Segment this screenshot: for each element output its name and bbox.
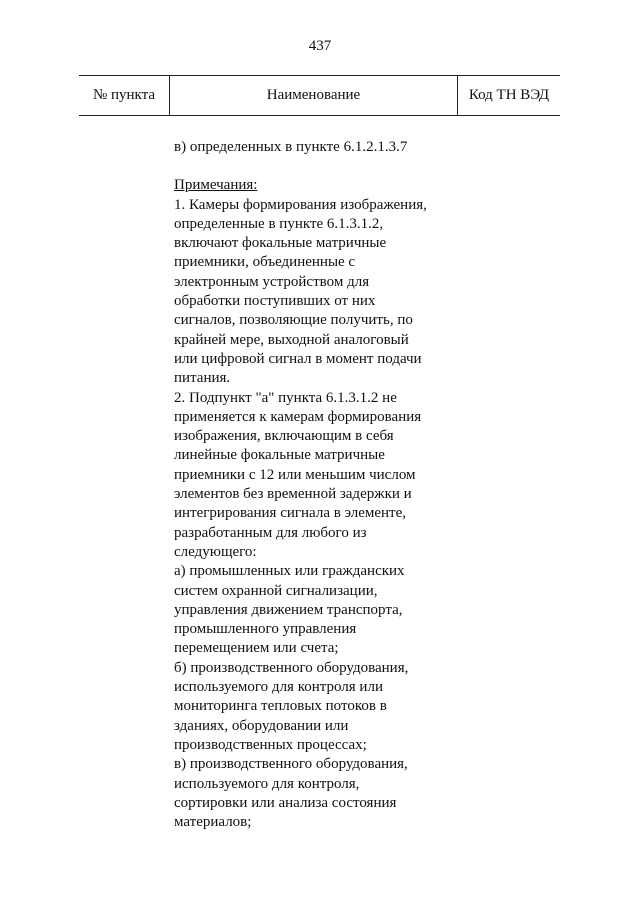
header-item-number: № пункта [92,87,156,103]
item-v-text: в) определенных в пункте 6.1.2.1.3.7 [174,139,408,155]
table-header [79,75,560,116]
document-body [174,138,464,832]
sub-item-a: а) промышленных или гражданских систем охранной сигнализации, управления движением транспорта, промышленного управления перемещением или счета; [174,563,405,657]
notes-title: Примечания: [174,177,258,194]
page-number: 437 [308,38,332,54]
header-tnved-code: Код ТН ВЭД [468,87,550,103]
header-name: Наименование [169,76,458,115]
sub-item-b: б) производственного оборудования, используемого для контроля или мониторинга тепловых потоков в зданиях, оборудовании или производственных процессах; [174,659,409,753]
sub-item-v: в) производственного оборудования, используемого для контроля, сортировки или анализа состояния материалов; [174,756,408,831]
note-1: 1. Камеры формирования изображения, определенные в пункте 6.1.3.1.2, включают фокальные матричные приемники, объединенные с электронным устройством для обработки поступивших от них сигналов, позволяющие получить, по крайней мере, выходной аналоговый или цифровой сигнал в момент подачи питания. [174,196,427,387]
note-2: 2. Подпункт "а" пункта 6.1.3.1.2 не применяется к камерам формирования изображения, включающим в себя линейные фокальные матричные приемники с 12 или меньшим числом элементов без временной задержки и интегрирования сигнала в элементе, разработанным для любого из следующего: [174,389,422,560]
